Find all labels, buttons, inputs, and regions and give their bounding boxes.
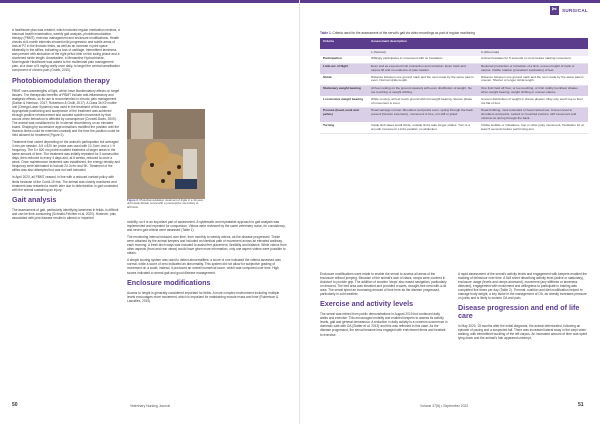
table-row [320, 63, 588, 74]
heading-gait-analysis: Gait analysis [12, 194, 57, 204]
table-row [320, 107, 588, 122]
figure-caption [127, 199, 205, 209]
section-tag-label: SURGICAL [562, 8, 588, 13]
col3-paragraph-1: Enclosure modifications were made to enable the serval to access all areas of the enclosure without jumping. Because of the animal's lack of claws, ramps were covered in Astroturf to provide grip. The addition of wooden 'steps' also eased navigation, particularly on descent. The bed area was elevated and provided a warm, draught-free nest-with-a-lid area. The serval spent an increasing amount of time here as the disease progressed, particularly in cold weather. [320, 272, 447, 297]
table-cell-normal: Even and as expected limb protraction and retraction. Even track and carpus lift and no evidence of paw rotation. [368, 63, 478, 74]
left-column-2 [127, 220, 287, 306]
gait-paragraph-1: The assessment of gait, particularly identifying lameness in felids, is difficult and can be time-consuming (Schnabl-Feichter et al, 2020). However, pain associated with joint disease results in altered or impaired [12, 207, 119, 220]
table-title-label: Table 1. [320, 31, 332, 35]
col4-paragraph-2: In May 2020, 15 months after the initial diagnosis, the animal deteriorated, following an episode of pacing and a suspected fall. There was increased lateral sway in the carpi when walking, with intermittent buckling of the left carpus. An increased amount of time was spent lying down and the animal's hair appeared unkempt, [458, 324, 588, 341]
page-number-right: 51 [578, 402, 584, 408]
heading-enclosure-modifications: Enclosure modifications [127, 277, 211, 287]
heading-photobiomodulation: Photobiomodulation therapy [12, 75, 110, 85]
serval-photo-illustration [127, 109, 205, 199]
table-cell-normal: Inside limb takes small stride, outside limbs take longer strides. Turn is a smooth movement. Limbs parallel, no abduction. [368, 122, 478, 133]
col2-paragraph-4: Access to height is generally considered important for felids. A more complex environment including multiple levels encourages more movement, which is important for maintaining muscle mass and tone (Robertson & Lascelles, 2010). [127, 290, 280, 303]
table-cell-abnormal: Distance between one ground mark and the next made by the same paw is uneven. Shorter or longer stride length. [478, 74, 588, 85]
table-cell-criteria: Limb arc of flight [320, 63, 368, 74]
table-cell-criteria: Locomotive weight bearing [320, 96, 368, 107]
figure-serval-photo [127, 109, 205, 199]
table-header-normal: 1 (Normal) [368, 49, 478, 56]
table-cell-criteria: Posture (head, neck and pelvis) [320, 107, 368, 122]
col2-paragraph-3: A simple scoring system was used to detect abnormalities: a score of one indicated the criteria assessed was normal, while a score of zero indicated an abnormality. This system did not allow for subjective grading of movement on a scale; instead, it produced an overall numerical score, which was compared over time. High scores indicated a normal gait and good disease management. [127, 258, 281, 275]
table-cell-criteria: Stationary weight bearing [320, 85, 368, 96]
table-cell-abnormal: Visible wobble or imbalance, hop or other jerky movement. Hesitation for at least 5 seconds before performing turn. [478, 122, 588, 133]
table-header-abnormal: 0 (Abnormal) [478, 49, 588, 56]
table-row [320, 96, 588, 107]
pbmt-paragraph-1: PBMT uses wavelengths of light, which have biostimulatory effects on target tissues. The therapeutic benefits of PBMT include anti-inflammatory and analgesic effects, so its use is recommended in chronic pain management (Dalton & Harrison, 2017; Robertson & Grolli, 2017). A Class 3b K9 mobile unit (Omega Laser Systems) was used in the treatment of this case. Appropriate positioning and acceptance of the treatment was achieved through positive reinforcement and avoided sudden movement by that occurs when behaviour is affected by consequence (Crowell-Davis, 2009). The animal was conditioned to lie in sternal recumbency on an elevated board. Shaping by successive approximations modified the position until the thoracic limbs could be extended cranially and the time the position could be held allowed for treatment (Figure 2). [12, 88, 120, 138]
table-cell-criteria: Stride [320, 74, 368, 85]
gait-criteria-table [320, 38, 588, 134]
table-subheader-blank [320, 49, 368, 56]
col2-paragraph-1: mobility, so it is an important part of assessment. A systematic and repeatable approach to gait analysis was implemented and repeated for comparison. Videos were reviewed by the same veterinary nurse, for consistency, and seven gait criteria were assessed (Table 1). [127, 220, 286, 233]
table-cell-criteria: Turning [320, 122, 368, 133]
intro-paragraph: A healthcare plan was created, which included regular medication reviews, a biannual health examination, weekly gait analysis, photobiomodulation therapy (PBMT), exercise management and enclosure modifications. Health checks at 6-month intervals showed mild progression and subtle areas of loss at P2 in the thoracic limbs, as well as an increase in joint space bilaterally in the stifles, indicating a loss of cartilage. Intermittent lameness was present with abduction of the right pelvic limb on the swing phase and a shortened stride length. Amantadine, a Memantine Hydrochloride, Morningside Healthcare was added to the multimodal pain management plan, at a dose of 5 mg/kg orally once daily, to target the central sensitisation component of chronic pain (Grubb, 2010). [12, 28, 120, 73]
right-column-4 [458, 272, 588, 344]
table-title [320, 31, 588, 35]
footer-journal: Veterinary Nursing Journal [130, 404, 170, 408]
pbmt-paragraph-3: In April 2020, all PBMT ceased, in line with a reduced contact policy with limits because of the Covid-19 risk. The animal was closely monitored and treatment was restarted a month later due to deterioration in gait consistent with the animal sustaining an injury. [12, 175, 118, 192]
table-cell-normal: While moving, all feet touch ground with full weight bearing. Stance phase of movement is even. [368, 96, 478, 107]
pbmt-paragraph-2: Treatment time varied depending on the animal's participation but averaged 4 min per session. A 5 x 820 nm probe was used with 10 J/cm² and a 1 H frequency. The 5 x 820 nm probe enabled treatment of larger areas in the same amount of time. The treatment was initially repeated for 3 consecutive days, then reduced to every 4 days and, at 8 weeks, reduced to once a week. Once maintenance treatment was established, the energy density and frequency were alternated to include 24 J/cm² and 5K. Treatment of the stifles was also attempted but was not well tolerated. [12, 140, 120, 173]
footer-volume: Volume 37(8) • September 2022 [420, 404, 469, 408]
scalpel-icon: ✂ [551, 7, 558, 13]
table-row [320, 56, 588, 63]
col4-paragraph-1: A rapid assessment of the serval's activity levels and engagement with keepers enabled the tracking of behaviour over time. A 5x5 sheet describing activity level (active or stationary), enclosure usage (levels and ramps accessed), movement (any stiffness or lameness detected), engagement with enrichment and willingness to participate in training was completed five times per day (Table 2). Thermal, nutrition and diet modification helped to manage body weight, a key factor in the management of OA, as obesity increases pressure on joints and is likely to worsen OA and pain. [458, 272, 588, 301]
right-column-3 [320, 272, 448, 340]
table-cell-abnormal: Reduced protraction or retraction of a limb, uneven height of track or carpus. Visible rotation (pronation/ supination) of feet. [478, 63, 588, 74]
top-accent-bar-right [300, 0, 600, 3]
table-row [320, 74, 588, 85]
page-spine [299, 0, 300, 424]
table-row [320, 122, 588, 133]
table-cell-abnormal: Head bobbing, neck extended or head carried low. Uneven level to shoulders and pelvis, tucked or crouched posture, stiff movement and minimal-no spring through the back. [478, 107, 588, 122]
heading-exercise-activity: Exercise and activity levels [320, 299, 414, 309]
figure-caption-label: Figure 2. [127, 198, 139, 202]
table-cell-normal: All feet resting on the ground squarely with even distribution of weight. No toe touching or weight shifting. [368, 85, 478, 96]
col2-paragraph-2: The monitoring interval reduced over time, from monthly to weekly videos, as the disease progressed. These were obtained by the animal keepers and included an identical path of movement across an elevated walkway each morning. A fresh birch ways was included to assist feet placement, flexibility and balance. While videos from other aspects (front and rear views) would have given more information, only one aspect videos were possible to obtain. [127, 235, 287, 256]
table-cell-normal: Willingly participates in movement with no hesitation. [368, 56, 478, 63]
table-cell-abnormal: One limb held off floor, or toe touching, or limb visibly trembles/ shakes when weight bearing; weight shifting or uneven stance. [478, 85, 588, 96]
table-row [320, 85, 588, 96]
table-header-criteria: Criteria [320, 38, 368, 49]
table-body [320, 56, 588, 134]
table-cell-normal: Head carriage normal. Shoulders and pelvis even, spring through the back present (flexion/ extension), movement is free, not stiff or jolted. [368, 107, 478, 122]
heading-disease-progression: Disease progression and end of life care [458, 303, 580, 321]
table-cell-normal: Distance between one ground mark and the next made by the same paw is even. Normal stride length. [368, 74, 478, 85]
top-accent-bar-left [0, 0, 300, 3]
table-header-group: Assessment description [368, 38, 588, 49]
figure-caption-text: Photobiomodulation treatment of digits in a 10-year-old female African serval with a presumptive secondary to arthrosis. [127, 198, 204, 209]
table-title-text: Criteria used for the assessment of the serval's gait via video recordings as part of regular monitoring [332, 31, 475, 35]
left-column-1 [12, 28, 120, 223]
table-cell-abnormal: Uneven distribution of weight in stance phases. May only touch toe to floor, not flat of foot. [478, 96, 588, 107]
col3-paragraph-2: The serval was retired from public demonstrations in August 2019 but continued daily walks and exercise. This encouraged mobility and enabled keepers to assess its activity levels, gait and general demeanour. A reduction in daily activity is a common occurrence in domestic cats with OA (Slatter et al, 2013) and this was reflected in this case. As the disease progressed, the serval became less engaged with enrichment items and hesitant to exercise. [320, 312, 448, 337]
section-tag [550, 6, 588, 15]
page-number-left: 50 [12, 402, 18, 408]
table-cell-criteria: Participation [320, 56, 368, 63]
table-cell-abnormal: Animal hesitates for 5 seconds or more before starting movement. [478, 56, 588, 63]
